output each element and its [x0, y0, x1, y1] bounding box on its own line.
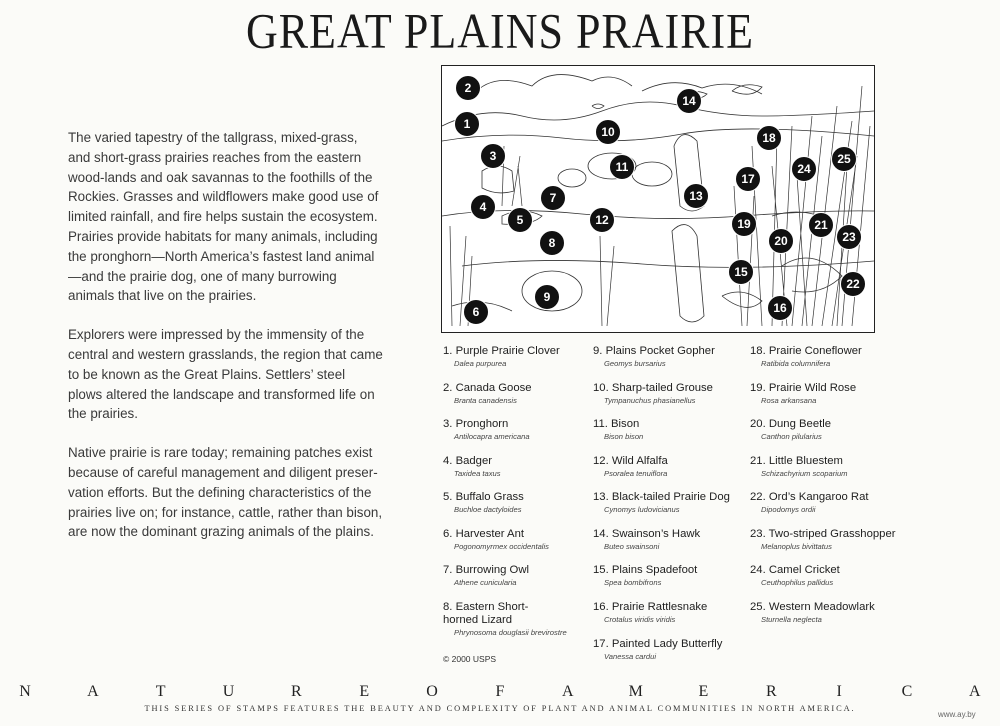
series-letter: T	[155, 683, 166, 700]
legend-item: 20. Dung Beetle Canthon pilularius	[750, 418, 832, 441]
series-letter: F	[495, 683, 505, 700]
badge-22: 22	[840, 271, 866, 297]
legend-item: 18. Prairie Coneflower Ratibida columnifera	[750, 345, 862, 368]
legend-item: 3. Pronghorn Antilocapra americana	[443, 418, 530, 441]
copyright-notice: © 2000 USPS	[443, 654, 497, 664]
series-letter: O	[426, 683, 438, 700]
badge-13: 13	[683, 183, 709, 209]
legend-item: 8. Eastern Short-horned Lizard Phrynosoma douglasii brevirostre	[443, 601, 567, 637]
legend-item: 17. Painted Lady Butterfly Vanessa cardui	[593, 638, 723, 661]
badge-18: 18	[756, 125, 782, 151]
badge-8: 8	[539, 230, 565, 256]
series-name	[18, 683, 982, 701]
intro-paragraph-2: Explorers were impressed by the immensity of the central and western grasslands, the region that came to be known as the Great Plains. Settlers’ steel plows altered the landscape and transformed life on the prairies.	[68, 327, 383, 422]
legend-item: 14. Swainson’s Hawk Buteo swainsoni	[593, 528, 701, 551]
badge-4: 4	[470, 194, 496, 220]
badge-24: 24	[791, 156, 817, 182]
legend-item: 11. Bison Bison bison	[593, 418, 644, 441]
series-letter: A	[969, 683, 981, 700]
legend-item: 4. Badger Taxidea taxus	[443, 455, 501, 478]
badge-17: 17	[735, 166, 761, 192]
legend-item: 22. Ord’s Kangaroo Rat Dipodomys ordii	[750, 491, 869, 514]
badge-21: 21	[808, 212, 834, 238]
legend-item: 12. Wild Alfalfa Psoralea tenuiflora	[593, 455, 668, 478]
badge-12: 12	[589, 207, 615, 233]
page-title: GREAT PLAINS PRAIRIE	[245, 4, 755, 59]
badge-10: 10	[595, 119, 621, 145]
prairie-illustration	[441, 65, 875, 333]
badge-14: 14	[676, 88, 702, 114]
series-letter: A	[561, 683, 574, 700]
legend-item: 7. Burrowing Owl Athene cunicularia	[443, 564, 530, 587]
badge-20: 20	[768, 228, 794, 254]
badge-3: 3	[480, 143, 506, 169]
series-letter: A	[87, 683, 99, 700]
watermark: www.ay.by	[938, 710, 976, 719]
legend-item: 10. Sharp-tailed Grouse Tympanuchus phasianellus	[593, 382, 713, 405]
intro-paragraph-3: Native prairie is rare today; remaining patches exist because of careful management and diligent preser-vation efforts. But the defining characteristics of the prairies live on; for instance, cattle, rather than bison, are now the dominant grazing animals of the plains.	[68, 445, 383, 540]
series-letter: E	[359, 683, 370, 700]
legend-item: 9. Plains Pocket Gopher Geomys bursarius	[593, 345, 715, 368]
legend-item: 21. Little Bluestem Schizachyrium scoparium	[750, 455, 848, 478]
badge-15: 15	[728, 259, 754, 285]
series-letter: C	[901, 683, 913, 700]
series-letter: N	[19, 683, 31, 700]
series-letter: I	[836, 683, 842, 700]
badge-11: 11	[609, 154, 635, 180]
series-letter: U	[222, 683, 235, 700]
legend-item: 5. Buffalo Grass Buchloe dactyloides	[443, 491, 524, 514]
badge-23: 23	[836, 224, 862, 250]
series-letter: M	[628, 683, 643, 700]
badge-25: 25	[831, 146, 857, 172]
legend-item: 24. Camel Cricket Ceuthophilus pallidus	[750, 564, 840, 587]
legend-item: 19. Prairie Wild Rose Rosa arkansana	[750, 382, 857, 405]
badge-7: 7	[540, 185, 566, 211]
badge-16: 16	[767, 295, 793, 321]
badge-9: 9	[534, 284, 560, 310]
series-letter: R	[765, 683, 777, 700]
badge-5: 5	[507, 207, 533, 233]
intro-paragraph-1: The varied tapestry of the tallgrass, mixed-grass, and short-grass prairies reaches from the eastern wood-lands and oak savannas to the foothills of the Rockies. Grasses and wildflowers make good use of limited rainfall, and fire helps sustain the ecosystem. Prairies provide habitats for many animals, including the pronghorn—North America’s fastest land animal—and the prairie dog, one of many burrowing animals that live on the prairies.	[68, 130, 379, 304]
legend-item: 15. Plains Spadefoot Spea bombifrons	[593, 564, 698, 587]
badge-19: 19	[731, 211, 757, 237]
series-letter: E	[698, 683, 709, 700]
intro-text	[68, 128, 383, 561]
legend-item: 13. Black-tailed Prairie Dog Cynomys ludovicianus	[593, 491, 730, 514]
line-art-scene	[442, 66, 874, 332]
legend-item: 23. Two-striped Grasshopper Melanoplus bivittatus	[750, 528, 896, 551]
series-letter: R	[291, 683, 302, 700]
badge-6: 6	[463, 299, 489, 325]
legend-item: 16. Prairie Rattlesnake Crotalus viridis viridis	[593, 601, 708, 624]
legend-item: 2. Canada Goose Branta canadensis	[443, 382, 532, 405]
legend-item: 25. Western Meadowlark Sturnella neglecta	[750, 601, 875, 624]
legend-item: 6. Harvester Ant Pogonomyrmex occidentalis	[443, 528, 549, 551]
legend-item: 1. Purple Prairie Clover Dalea purpurea	[443, 345, 560, 368]
series-tagline: THIS SERIES OF STAMPS FEATURES THE BEAUTY AND COMPLEXITY OF PLANT AND ANIMAL COMMUNITIES IN NORTH AMERICA.	[144, 704, 856, 713]
badge-2: 2	[455, 75, 481, 101]
badge-1: 1	[454, 111, 480, 137]
